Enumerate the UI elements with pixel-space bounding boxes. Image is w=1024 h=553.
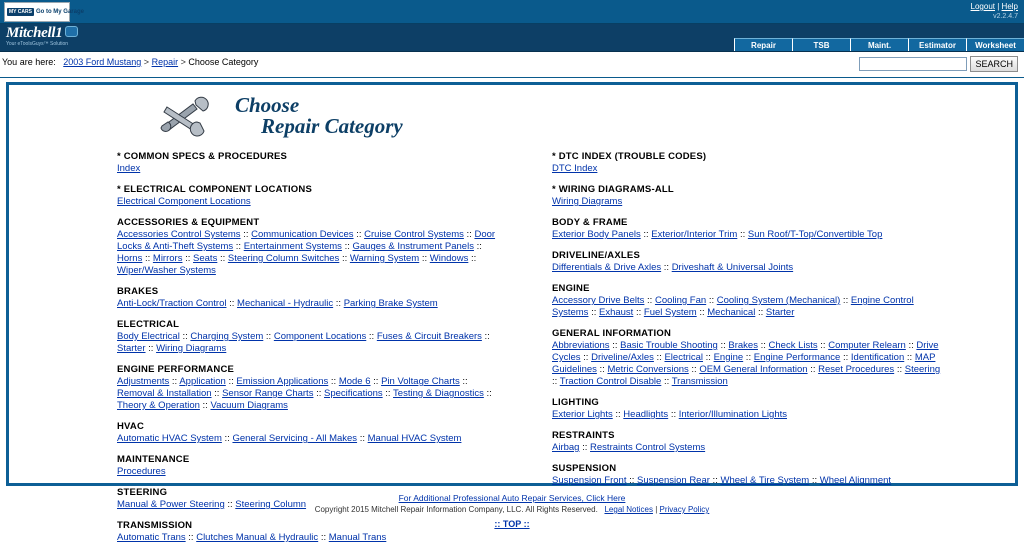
category-group-title: BODY & FRAME (552, 217, 628, 228)
category-link[interactable]: Door Locks & Anti-Theft Systems (117, 229, 496, 252)
category-group-title: * WIRING DIAGRAMS-ALL (552, 184, 674, 195)
link-separator: :: (696, 307, 708, 318)
link-separator: :: (588, 307, 599, 318)
link-separator: :: (904, 352, 915, 363)
category-group-title: ENGINE PERFORMANCE (117, 364, 235, 375)
link-separator: :: (580, 352, 592, 363)
brand-bar (0, 24, 1024, 52)
link-separator: :: (370, 376, 382, 387)
category-link[interactable]: Accessories Control Systems (117, 229, 241, 240)
top-bar (0, 0, 1024, 24)
link-separator: :: (382, 388, 394, 399)
link-separator: :: (612, 409, 624, 420)
link-separator: :: (224, 499, 236, 510)
right-column (512, 151, 1015, 553)
category-group-title: * COMMON SPECS & PROCEDURES (117, 151, 288, 162)
link-separator: :: (717, 340, 729, 351)
category-link[interactable]: Electrical (664, 352, 704, 363)
category-link[interactable]: Application (179, 376, 226, 387)
category-link[interactable]: Warning System (349, 253, 420, 264)
link-separator: :: (661, 262, 672, 273)
link-separator: :: (688, 364, 700, 375)
category-link[interactable]: Mechanical - Hydraulic (237, 298, 334, 309)
category-link[interactable]: Differentials & Drive Axles (552, 262, 662, 273)
category-link[interactable]: Brakes (728, 340, 758, 351)
category-link[interactable]: Driveshaft & Universal Joints (671, 262, 794, 273)
category-link[interactable]: Metric Conversions (607, 364, 689, 375)
category-link[interactable]: Pin Voltage Charts (381, 376, 460, 387)
link-separator: :: (182, 253, 194, 264)
link-separator: :: (481, 331, 490, 342)
breadcrumb-separator-1: > (143, 57, 150, 67)
link-separator: :: (419, 253, 430, 264)
link-separator: :: (318, 532, 329, 543)
category-link[interactable]: Identification (850, 352, 905, 363)
category-link[interactable]: Mode 6 (338, 376, 371, 387)
link-separator: :: (633, 307, 644, 318)
link-separator: :: (737, 229, 748, 240)
link-separator: :: (357, 433, 368, 444)
link-separator: :: (333, 298, 344, 309)
link-separator: :: (233, 241, 244, 252)
category-group (552, 430, 1015, 454)
breadcrumb (2, 57, 258, 67)
category-link[interactable]: Seats (193, 253, 218, 264)
category-group-title: RESTRAINTS (552, 430, 615, 441)
link-separator: :: (579, 442, 591, 453)
breadcrumb-row (0, 52, 1024, 78)
category-link[interactable]: Interior/Illumination Lights (678, 409, 787, 420)
search-area (859, 56, 1018, 72)
category-link[interactable]: Exterior Lights (552, 409, 613, 420)
my-garage-button[interactable] (4, 2, 84, 22)
link-separator: :: (807, 364, 819, 375)
category-link[interactable]: Fuses & Circuit Breakers (376, 331, 482, 342)
category-group (117, 184, 512, 208)
category-link[interactable]: Windows (429, 253, 469, 264)
link-separator: :: (755, 307, 766, 318)
link-separator: :: (809, 475, 820, 486)
category-link[interactable]: Exterior Body Panels (552, 229, 641, 240)
category-link-list (552, 163, 942, 175)
link-separator: :: (221, 433, 233, 444)
link-separator: :: (211, 388, 223, 399)
category-link[interactable]: OEM General Information (699, 364, 808, 375)
category-link[interactable]: Clutches Manual & Hydraulic (196, 532, 319, 543)
link-separator: :: (596, 364, 608, 375)
category-link[interactable]: Mechanical (707, 307, 756, 318)
category-link[interactable]: Parking Brake System (343, 298, 438, 309)
link-separator: :: (199, 400, 211, 411)
category-group (117, 487, 512, 511)
category-link[interactable]: Basic Trouble Shooting (620, 340, 718, 351)
link-separator: :: (185, 532, 197, 543)
category-group (552, 397, 1015, 421)
category-group-title: MAINTENANCE (117, 454, 190, 465)
help-link[interactable]: Help (1001, 2, 1018, 11)
category-link-list (117, 196, 507, 208)
category-link-list (552, 295, 942, 319)
category-link[interactable]: Manual Trans (328, 532, 387, 543)
link-separator: :: (353, 229, 365, 240)
category-link[interactable]: General Servicing - All Makes (232, 433, 358, 444)
category-link[interactable]: Procedures (117, 466, 166, 477)
main-nav-tabs (716, 38, 1024, 51)
category-group (117, 217, 512, 277)
category-link-list (117, 466, 507, 478)
category-link[interactable]: Starter (117, 343, 146, 354)
category-link-list (117, 499, 507, 511)
search-button[interactable]: SEARCH (970, 56, 1018, 72)
link-separator: :: (459, 376, 468, 387)
category-group (117, 151, 512, 175)
copyright-text: Copyright 2015 Mitchell Repair Information Company, LLC. All Rights Reserved. (314, 505, 598, 514)
link-separator: :: (341, 241, 353, 252)
link-separator: :: (668, 409, 679, 420)
link-separator: :: (644, 295, 655, 306)
category-link[interactable]: Engine Performance (753, 352, 841, 363)
category-group-title: ELECTRICAL (117, 319, 180, 330)
logout-link[interactable]: Logout (970, 2, 995, 11)
brand-name-label: Mitchell1 (6, 25, 63, 41)
link-separator: :: (552, 376, 560, 387)
category-link[interactable]: MAP Guidelines (552, 352, 936, 375)
category-link[interactable]: Abbreviations (552, 340, 610, 351)
category-link[interactable]: Electrical Component Locations (117, 196, 251, 207)
link-separator: :: (328, 376, 339, 387)
category-link[interactable]: Wiper/Washer Systems (117, 265, 216, 276)
category-group-title: ENGINE (552, 283, 590, 294)
link-separator: :: (703, 352, 714, 363)
link-separator: :: (468, 253, 477, 264)
category-link[interactable]: Wheel Alignment (819, 475, 892, 486)
category-link[interactable]: Suspension Rear (637, 475, 710, 486)
category-link[interactable]: Charging System (190, 331, 264, 342)
top-right-links (971, 2, 1018, 22)
category-link[interactable]: Restraints Control Systems (590, 442, 706, 453)
link-separator: :: (313, 388, 325, 399)
category-group-title: DRIVELINE/AXLES (552, 250, 640, 261)
tab-estimator[interactable]: Estimator (908, 38, 966, 51)
category-link[interactable]: Vacuum Diagrams (210, 400, 288, 411)
category-group-title: TRANSMISSION (117, 520, 193, 531)
category-link-list (117, 532, 507, 544)
category-link[interactable]: Index (117, 163, 141, 174)
category-link[interactable]: Cooling System (Mechanical) (716, 295, 841, 306)
wrench-icon (159, 95, 229, 137)
breadcrumb-current: Choose Category (188, 57, 259, 67)
category-link[interactable]: Gauges & Instrument Panels (352, 241, 474, 252)
category-group (552, 217, 1015, 241)
breadcrumb-vehicle-link[interactable]: 2003 Ford Mustang (63, 57, 142, 67)
tab-maint[interactable]: Maint. (850, 38, 908, 51)
category-group-title: ACCESSORIES & EQUIPMENT (117, 217, 260, 228)
category-link[interactable]: Steering (904, 364, 941, 375)
my-garage-label: Go to My Garage (35, 8, 84, 15)
category-group-title: HVAC (117, 421, 145, 432)
link-separator: :: (240, 229, 252, 240)
link-separator: :: (225, 376, 237, 387)
breadcrumb-repair-link[interactable]: Repair (151, 57, 179, 67)
category-group-title: LIGHTING (552, 397, 599, 408)
link-separator: :: (169, 376, 180, 387)
category-link[interactable]: Headlights (623, 409, 669, 420)
category-link-list (117, 433, 507, 445)
link-separator: :: (226, 298, 238, 309)
category-group-title: GENERAL INFORMATION (552, 328, 672, 339)
category-link[interactable]: Driveline/Axles (591, 352, 654, 363)
category-link[interactable]: Manual HVAC System (367, 433, 462, 444)
category-link-list (117, 331, 507, 355)
category-link-list (117, 376, 507, 412)
tab-repair[interactable]: Repair (734, 38, 792, 51)
link-separator: :: (263, 331, 274, 342)
category-link[interactable]: Entertainment Systems (243, 241, 342, 252)
link-separator: :: (709, 475, 721, 486)
page-title-area (9, 85, 1015, 143)
link-separator: :: (840, 295, 851, 306)
link-separator: :: (339, 253, 350, 264)
page-title-line1: Choose (235, 93, 300, 117)
category-link[interactable]: Check Lists (768, 340, 818, 351)
category-link[interactable]: DTC Index (552, 163, 598, 174)
category-link[interactable]: Traction Control Disable (559, 376, 662, 387)
category-link[interactable]: Automatic Trans (117, 532, 186, 543)
category-link-list (552, 229, 942, 241)
link-separator: :: (366, 331, 377, 342)
breadcrumb-prefix: You are here: (2, 57, 56, 67)
link-separator: :: (142, 253, 153, 264)
link-separator: :: (840, 352, 851, 363)
category-link[interactable]: Communication Devices (251, 229, 354, 240)
link-separator: :: (706, 295, 717, 306)
category-link[interactable]: Computer Relearn (828, 340, 906, 351)
category-group (117, 319, 512, 355)
category-group (552, 250, 1015, 274)
category-link[interactable]: Wheel & Tire System (720, 475, 810, 486)
category-group-title: BRAKES (117, 286, 159, 297)
category-link[interactable]: Steering Column (235, 499, 307, 510)
link-separator: :: (661, 376, 672, 387)
category-link-list (552, 442, 942, 454)
search-input[interactable] (859, 57, 967, 71)
category-link[interactable]: Wiring Diagrams (156, 343, 227, 354)
category-link[interactable]: Anti-Lock/Traction Control (117, 298, 227, 309)
link-separator: :: (905, 340, 917, 351)
category-link[interactable]: Manual & Power Steering (117, 499, 225, 510)
link-separator: :: (757, 340, 769, 351)
category-link[interactable]: Exhaust (599, 307, 634, 318)
category-link-list (117, 298, 507, 310)
category-group (117, 421, 512, 445)
legal-notices-link[interactable]: Legal Notices (604, 505, 653, 514)
category-link[interactable]: Steering Column Switches (227, 253, 340, 264)
footer-separator: | (655, 505, 658, 514)
privacy-policy-link[interactable]: Privacy Policy (659, 505, 710, 514)
category-link[interactable]: Mirrors (152, 253, 183, 264)
category-link[interactable]: Adjustments (117, 376, 170, 387)
category-link[interactable]: Engine (713, 352, 744, 363)
category-link[interactable]: Wiring Diagrams (552, 196, 623, 207)
category-link-list (117, 229, 507, 277)
my-cars-logo: MY CARS (9, 9, 32, 15)
link-separator: :: (145, 343, 157, 354)
category-columns (9, 143, 1015, 553)
left-column (9, 151, 512, 553)
category-link[interactable]: Horns (117, 253, 143, 264)
category-link[interactable]: Body Electrical (117, 331, 180, 342)
category-group-title: * ELECTRICAL COMPONENT LOCATIONS (117, 184, 312, 195)
category-link[interactable]: Suspension Front (552, 475, 627, 486)
category-link-list (117, 163, 507, 175)
category-group (117, 364, 512, 412)
link-separator: :: (894, 364, 905, 375)
category-group (117, 454, 512, 478)
top-link[interactable]: :: TOP :: (494, 519, 530, 529)
category-link-list (552, 475, 942, 487)
link-separator: :: (473, 241, 482, 252)
brand-logo[interactable] (6, 26, 78, 47)
link-separator: :: (463, 229, 475, 240)
category-group (552, 328, 1015, 388)
category-link[interactable]: Removal & Installation (117, 388, 212, 399)
category-link[interactable]: Cooling Fan (654, 295, 707, 306)
category-group-title: SUSPENSION (552, 463, 617, 474)
category-link-list (552, 262, 942, 274)
category-link[interactable]: Exterior/Interior Trim (651, 229, 738, 240)
category-group-title: STEERING (117, 487, 168, 498)
category-group (552, 283, 1015, 319)
tab-worksheet[interactable]: Worksheet (966, 38, 1024, 51)
breadcrumb-separator-2: > (180, 57, 186, 67)
category-link[interactable]: Sun Roof/T-Top/Convertible Top (747, 229, 883, 240)
version-label: v2.2.4.7 (993, 13, 1018, 20)
category-link-list (552, 196, 942, 208)
category-link[interactable]: Fuel System (643, 307, 697, 318)
link-separator: :: (217, 253, 228, 264)
link-separator: :: (817, 340, 829, 351)
nav-tab-spacer (716, 38, 734, 51)
category-link[interactable]: Theory & Operation (117, 400, 200, 411)
category-link[interactable]: Accessory Drive Belts (552, 295, 645, 306)
top-link-separator: | (997, 2, 1000, 11)
brand-name-text (6, 26, 78, 41)
category-link[interactable]: Specifications (324, 388, 383, 399)
category-link[interactable]: Sensor Range Charts (222, 388, 314, 399)
category-link[interactable]: Airbag (552, 442, 580, 453)
category-link[interactable]: Reset Procedures (818, 364, 895, 375)
category-link[interactable]: Testing & Diagnostics (393, 388, 484, 399)
category-link-list (552, 409, 942, 421)
link-separator: :: (179, 331, 191, 342)
category-group (552, 463, 1015, 487)
page-title-line2: Repair Category (261, 114, 403, 138)
category-group-title: * DTC INDEX (TROUBLE CODES) (552, 151, 707, 162)
pro-services-link[interactable]: For Additional Professional Auto Repair Services, Click Here (398, 493, 626, 503)
category-link[interactable]: Automatic HVAC System (117, 433, 222, 444)
link-separator: :: (743, 352, 754, 363)
category-link-list (552, 340, 942, 388)
category-link[interactable]: Cruise Control Systems (364, 229, 464, 240)
speech-bubble-icon (65, 26, 78, 37)
category-group (552, 184, 1015, 208)
link-separator: :: (653, 352, 665, 363)
category-link[interactable]: Starter (765, 307, 795, 318)
category-link[interactable]: Engine Control Systems (552, 295, 914, 318)
category-link[interactable]: Component Locations (273, 331, 367, 342)
category-group (117, 286, 512, 310)
category-link[interactable]: Transmission (671, 376, 728, 387)
link-separator: :: (626, 475, 638, 486)
link-separator: :: (609, 340, 621, 351)
brand-tagline: Your eToolsGuys™ Solution (6, 41, 69, 47)
category-link[interactable]: Emission Applications (236, 376, 329, 387)
category-group (117, 520, 512, 544)
category-link[interactable]: Drive Cycles (552, 340, 939, 363)
link-separator: :: (483, 388, 492, 399)
tab-tsb[interactable]: TSB (792, 38, 850, 51)
link-separator: :: (640, 229, 652, 240)
category-group (552, 151, 1015, 175)
page-title (235, 95, 403, 137)
